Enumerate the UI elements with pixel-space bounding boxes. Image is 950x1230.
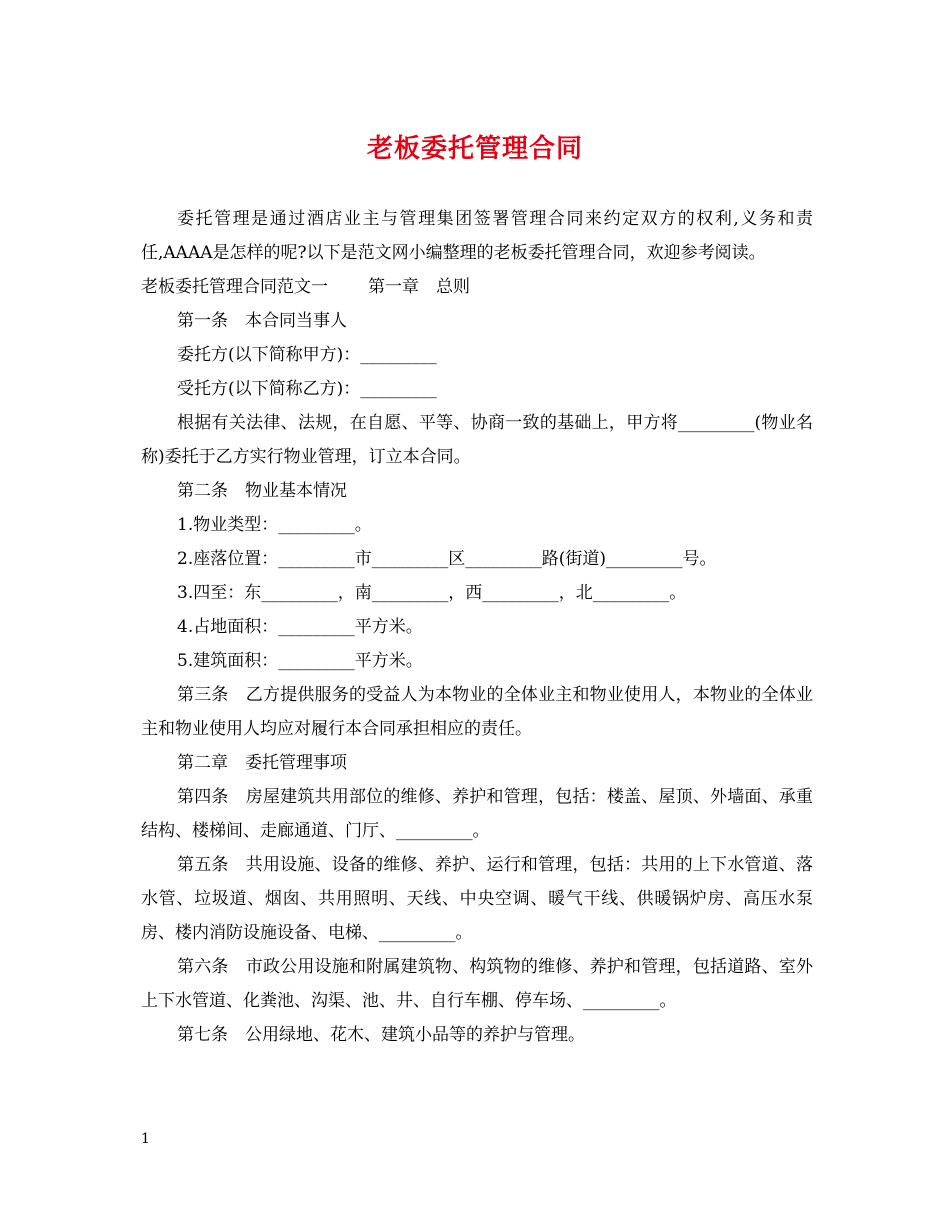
party-a-line: 委托方(以下简称甲方)：_________ [177,345,437,365]
article-2-heading: 第二条 物业基本情况 [177,481,347,501]
article-6-paragraph: 第六条 市政公用设施和附属建筑物、构筑物的维修、养护和管理，包括道路、室外上下水管道、化粪池、沟渠、池、井、自行车棚、停车场、_________。 [141,957,813,1011]
property-type-line: 1.物业类型：_________。 [177,515,372,535]
article-3-paragraph: 第三条 乙方提供服务的受益人为本物业的全体业主和物业使用人，本物业的全体业主和物业使用人均应对履行本合同承担相应的责任。 [141,685,813,739]
document-title: 老板委托管理合同 [366,134,583,164]
building-area-line: 5.建筑面积：_________平方米。 [177,651,423,671]
chapter-2-heading: 第二章 委托管理事项 [177,753,347,773]
chapter-heading: 第一章 总则 [368,277,470,297]
article-1-heading: 第一条 本合同当事人 [177,311,347,331]
document-body [141,202,813,1052]
sample-heading: 老板委托管理合同范文一 [141,277,328,297]
section-heading-line [141,270,813,304]
property-location-line: 2.座落位置：_________市_________区_________路(街道)_________号。 [177,549,717,569]
page-number: 1 [141,1131,150,1147]
party-b-line: 受托方(以下简称乙方)：_________ [177,379,437,399]
basis-paragraph: 根据有关法律、法规，在自愿、平等、协商一致的基础上，甲方将_________(物业名称)委托于乙方实行物业管理，订立本合同。 [141,413,813,467]
property-boundaries-line: 3.四至：东_________，南_________，西_________，北_________。 [177,583,687,603]
land-area-line: 4.占地面积：_________平方米。 [177,617,423,637]
intro-paragraph: 委托管理是通过酒店业主与管理集团签署管理合同来约定双方的权利,义务和责任,AAAA是怎样的呢?以下是范文网小编整理的老板委托管理合同，欢迎参考阅读。 [141,209,813,263]
article-5-paragraph: 第五条 共用设施、设备的维修、养护、运行和管理，包括：共用的上下水管道、落水管、垃圾道、烟囱、共用照明、天线、中央空调、暖气干线、供暖锅炉房、高压水泵房、楼内消防设施设备、电梯、_________。 [141,855,813,943]
article-7-paragraph: 第七条 公用绿地、花木、建筑小品等的养护与管理。 [177,1025,585,1045]
article-4-paragraph: 第四条 房屋建筑共用部位的维修、养护和管理，包括：楼盖、屋顶、外墙面、承重结构、楼梯间、走廊通道、门厅、_________。 [141,787,813,841]
